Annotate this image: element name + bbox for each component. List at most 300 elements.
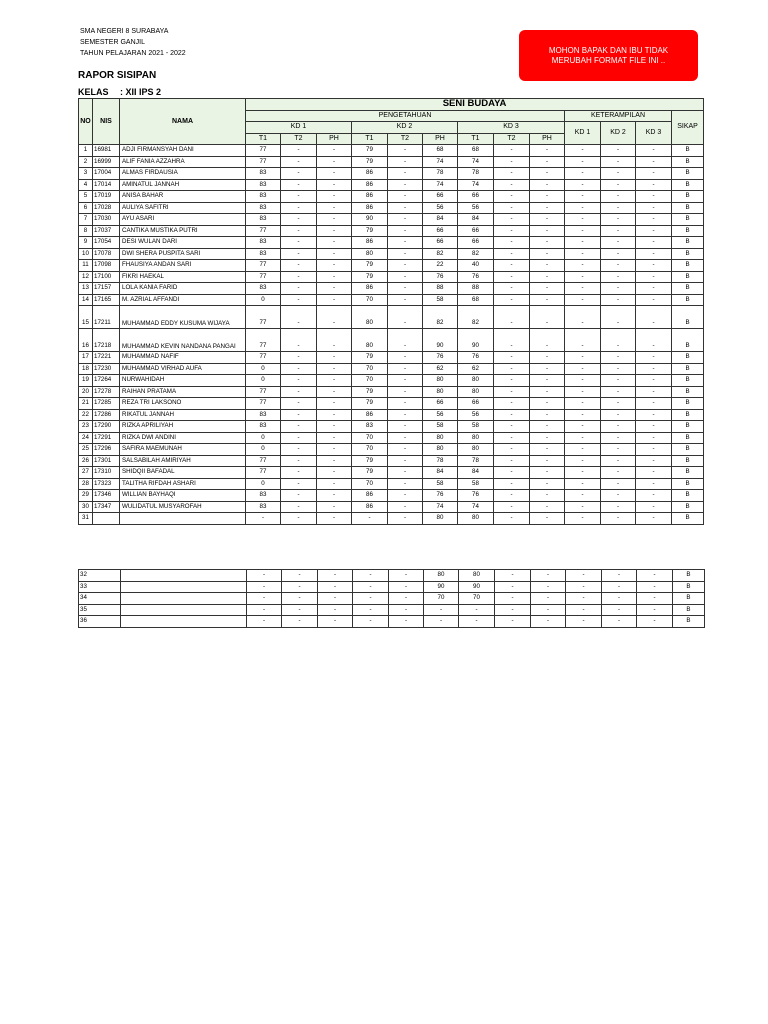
cell-kd3-t2: -	[494, 294, 530, 306]
cell-kd1-ph: -	[318, 570, 353, 582]
cell-no: 20	[79, 386, 93, 398]
cell-no: 13	[79, 283, 93, 295]
cell-ket-kd2: -	[601, 168, 636, 180]
table-row	[79, 237, 704, 249]
cell-kd1-ph: -	[317, 352, 352, 364]
cell-kd3-t1: 80	[459, 570, 495, 582]
cell-nis: 17165	[93, 294, 120, 306]
cell-nama	[121, 604, 247, 616]
cell-kd3-t2: -	[494, 455, 530, 467]
cell-ket-kd1: -	[565, 398, 601, 410]
cell-kd2-ph: 80	[423, 375, 458, 387]
cell-kd2-t1: 79	[352, 156, 388, 168]
cell-kd1-t1: 83	[246, 248, 281, 260]
cell-kd2-t2: -	[388, 237, 423, 249]
cell-kd2-ph: 56	[423, 409, 458, 421]
cell-kd2-t1: 80	[352, 306, 388, 329]
cell-no: 22	[79, 409, 93, 421]
cell-ket-kd1: -	[565, 467, 601, 479]
cell-kd1-t2: -	[281, 248, 317, 260]
cell-sikap: B	[673, 616, 705, 628]
cell-no: 30	[79, 501, 93, 513]
cell-kd2-t2: -	[388, 432, 423, 444]
cell-nis: 17310	[93, 467, 120, 479]
cell-nama: AMINATUL JANNAH	[120, 179, 246, 191]
cell-kd1-t2: -	[281, 455, 317, 467]
cell-ket-kd2: -	[602, 604, 637, 616]
cell-sikap: B	[672, 283, 704, 295]
cell-kd3-ph: -	[530, 260, 565, 272]
cell-sikap: B	[672, 432, 704, 444]
cell-ket-kd2: -	[601, 444, 636, 456]
ket-kd3-header: KD 3	[636, 122, 672, 145]
cell-nama: M. AZRIAL AFFANDI	[120, 294, 246, 306]
cell-kd2-ph: 76	[423, 271, 458, 283]
cell-ket-kd1: -	[565, 248, 601, 260]
cell-kd3-t1: 82	[458, 248, 494, 260]
cell-ket-kd2: -	[601, 455, 636, 467]
cell-sikap: B	[672, 444, 704, 456]
cell-kd1-t2: -	[281, 156, 317, 168]
cell-ket-kd2: -	[601, 283, 636, 295]
keterampilan-header: KETERAMPILAN	[565, 110, 672, 122]
cell-kd2-ph: 76	[423, 352, 458, 364]
cell-kd3-ph: -	[530, 179, 565, 191]
cell-kd1-ph: -	[317, 329, 352, 352]
cell-ket-kd2: -	[601, 398, 636, 410]
cell-kd3-ph: -	[530, 237, 565, 249]
cell-ket-kd1: -	[565, 294, 601, 306]
table-row	[79, 179, 704, 191]
cell-kd1-t1: 77	[246, 386, 281, 398]
cell-ket-kd1: -	[565, 490, 601, 502]
cell-nama: SHIDQII BAFADAL	[120, 467, 246, 479]
cell-kd3-ph: -	[530, 202, 565, 214]
cell-ket-kd1: -	[565, 271, 601, 283]
cell-kd2-ph: 74	[423, 179, 458, 191]
cell-ket-kd1: -	[566, 581, 602, 593]
cell-kd2-t1: 79	[352, 260, 388, 272]
cell-kd1-t1: -	[246, 513, 281, 525]
cell-nis: 17323	[93, 478, 120, 490]
cell-nama: SALSABILAH AMIRIYAH	[120, 455, 246, 467]
cell-kd1-t2: -	[281, 352, 317, 364]
sikap-header: SIKAP	[672, 110, 704, 145]
cell-ket-kd1: -	[565, 168, 601, 180]
cell-ket-kd1: -	[565, 145, 601, 157]
cell-sikap: B	[672, 363, 704, 375]
cell-nama: WILLIAN BAYHAQI	[120, 490, 246, 502]
cell-kd1-t2: -	[281, 329, 317, 352]
cell-ket-kd3: -	[636, 271, 672, 283]
cell-kd1-ph: -	[317, 467, 352, 479]
grades-table-continued	[78, 569, 705, 628]
cell-nama	[121, 570, 247, 582]
cell-nama: SAFIRA MAEMUNAH	[120, 444, 246, 456]
kd2-ph-header: PH	[423, 133, 458, 145]
cell-kd2-ph: 80	[423, 513, 458, 525]
cell-nama: RIZKA APRILIYAH	[120, 421, 246, 433]
cell-kd3-ph: -	[530, 501, 565, 513]
cell-kd3-t1: 78	[458, 168, 494, 180]
cell-ket-kd2: -	[601, 306, 636, 329]
cell-ket-kd1: -	[565, 409, 601, 421]
cell-kd3-t2: -	[494, 202, 530, 214]
table-row	[79, 593, 705, 605]
cell-kd3-t1: 70	[459, 593, 495, 605]
cell-kd3-ph: -	[530, 490, 565, 502]
cell-kd1-t1: 83	[246, 501, 281, 513]
cell-no: 19	[79, 375, 93, 387]
cell-kd2-ph: 58	[423, 294, 458, 306]
cell-kd3-t1: -	[459, 616, 495, 628]
cell-ket-kd1: -	[565, 214, 601, 226]
cell-kd2-t2: -	[388, 409, 423, 421]
cell-no: 12	[79, 271, 93, 283]
cell-kd1-ph: -	[317, 501, 352, 513]
cell-kd3-ph: -	[531, 570, 566, 582]
cell-kd3-t1: 90	[459, 581, 495, 593]
cell-kd3-ph: -	[530, 306, 565, 329]
class-value: : XII IPS 2	[120, 87, 162, 97]
cell-kd3-ph: -	[530, 478, 565, 490]
cell-ket-kd3: -	[636, 248, 672, 260]
cell-sikap: B	[672, 352, 704, 364]
kd2-header: KD 2	[352, 122, 458, 134]
cell-kd1-t2: -	[282, 604, 318, 616]
cell-kd2-ph: 80	[424, 570, 459, 582]
cell-kd1-ph: -	[317, 421, 352, 433]
cell-nama	[121, 581, 247, 593]
cell-kd1-t1: 83	[246, 179, 281, 191]
cell-ket-kd2: -	[601, 352, 636, 364]
cell-ket-kd3: -	[636, 329, 672, 352]
cell-nis: 17291	[93, 432, 120, 444]
table-row	[79, 329, 704, 352]
cell-kd1-t2: -	[281, 432, 317, 444]
cell-kd3-t1: 80	[458, 513, 494, 525]
cell-kd1-t1: 0	[246, 444, 281, 456]
cell-kd3-t2: -	[494, 168, 530, 180]
cell-ket-kd3: -	[636, 179, 672, 191]
cell-ket-kd3: -	[637, 616, 673, 628]
cell-kd3-t1: 74	[458, 501, 494, 513]
cell-kd3-t1: 66	[458, 225, 494, 237]
cell-kd2-ph: 66	[423, 191, 458, 203]
cell-kd1-t1: 77	[246, 225, 281, 237]
cell-nis: 17030	[93, 214, 120, 226]
cell-kd2-ph: 62	[423, 363, 458, 375]
cell-kd3-ph: -	[531, 593, 566, 605]
cell-ket-kd2: -	[601, 179, 636, 191]
cell-sikap: B	[672, 145, 704, 157]
cell-kd1-t1: 83	[246, 214, 281, 226]
cell-kd1-t1: 83	[246, 421, 281, 433]
cell-kd1-ph: -	[317, 294, 352, 306]
cell-kd1-t1: 83	[246, 168, 281, 180]
cell-kd1-t1: 0	[246, 375, 281, 387]
table-row	[79, 375, 704, 387]
cell-sikap: B	[672, 398, 704, 410]
cell-kd2-t1: 79	[352, 145, 388, 157]
cell-kd3-t1: 74	[458, 156, 494, 168]
cell-kd1-t2: -	[281, 179, 317, 191]
cell-sikap: B	[672, 202, 704, 214]
cell-kd2-t1: 70	[352, 444, 388, 456]
table-row	[79, 513, 704, 525]
cell-ket-kd3: -	[636, 444, 672, 456]
cell-nama: MUHAMMAD KEVIN NANDANA PANGAI	[120, 329, 246, 352]
cell-nama: LOLA KANIA FARID	[120, 283, 246, 295]
cell-kd3-ph: -	[530, 225, 565, 237]
cell-kd3-t1: 58	[458, 478, 494, 490]
cell-kd2-t2: -	[388, 156, 423, 168]
cell-kd3-t2: -	[494, 329, 530, 352]
class-line	[78, 87, 162, 97]
cell-kd3-t1: 56	[458, 409, 494, 421]
cell-kd1-t2: -	[281, 225, 317, 237]
cell-kd3-t2: -	[494, 490, 530, 502]
cell-nama: MUHAMMAD NAFIF	[120, 352, 246, 364]
cell-no: 18	[79, 363, 93, 375]
cell-kd3-ph: -	[530, 283, 565, 295]
ket-kd1-header: KD 1	[565, 122, 601, 145]
kd1-ph-header: PH	[317, 133, 352, 145]
cell-kd2-t1: 86	[352, 191, 388, 203]
cell-no: 34	[79, 593, 121, 605]
cell-kd3-ph: -	[530, 214, 565, 226]
school-name: SMA NEGERI 8 SURABAYA	[80, 28, 169, 35]
cell-kd2-t2: -	[388, 421, 423, 433]
cell-kd3-t2: -	[494, 214, 530, 226]
cell-nama	[121, 616, 247, 628]
cell-kd1-t1: 83	[246, 409, 281, 421]
cell-kd2-t1: -	[353, 593, 389, 605]
cell-ket-kd3: -	[636, 455, 672, 467]
cell-kd3-ph: -	[531, 604, 566, 616]
cell-kd2-t2: -	[388, 455, 423, 467]
cell-kd2-t2: -	[388, 329, 423, 352]
cell-kd3-t1: 90	[458, 329, 494, 352]
cell-kd3-ph: -	[530, 444, 565, 456]
cell-sikap: B	[672, 260, 704, 272]
table-row	[79, 581, 705, 593]
table-row	[79, 616, 705, 628]
cell-ket-kd2: -	[601, 294, 636, 306]
cell-kd1-t2: -	[281, 386, 317, 398]
cell-kd1-t1: 0	[246, 294, 281, 306]
cell-ket-kd1: -	[565, 478, 601, 490]
cell-kd1-ph: -	[317, 145, 352, 157]
cell-nis: 17230	[93, 363, 120, 375]
cell-kd1-t2: -	[281, 202, 317, 214]
cell-sikap: B	[672, 271, 704, 283]
cell-kd3-t1: 80	[458, 375, 494, 387]
cell-no: 15	[79, 306, 93, 329]
cell-kd3-t1: 76	[458, 490, 494, 502]
cell-kd2-t1: 80	[352, 329, 388, 352]
report-title: RAPOR SISIPAN	[78, 70, 157, 81]
cell-nama: TALITHA RIFDAH ASHARI	[120, 478, 246, 490]
cell-kd3-t1: 68	[458, 145, 494, 157]
kd1-t2-header: T2	[281, 133, 317, 145]
cell-kd1-ph: -	[317, 363, 352, 375]
cell-kd1-ph: -	[317, 490, 352, 502]
cell-kd2-t1: 79	[352, 398, 388, 410]
cell-kd3-t1: 68	[458, 294, 494, 306]
cell-kd3-t2: -	[495, 593, 531, 605]
cell-kd1-t2: -	[281, 363, 317, 375]
cell-kd1-ph: -	[317, 237, 352, 249]
cell-kd2-t1: -	[353, 570, 389, 582]
grades-table	[78, 98, 704, 525]
cell-nis: 17014	[93, 179, 120, 191]
cell-kd1-t1: 77	[246, 271, 281, 283]
cell-kd1-ph: -	[317, 478, 352, 490]
cell-kd1-t1: 77	[246, 306, 281, 329]
cell-kd2-t1: 70	[352, 432, 388, 444]
cell-kd1-t1: 77	[246, 329, 281, 352]
cell-nis: 17078	[93, 248, 120, 260]
cell-kd1-ph: -	[317, 202, 352, 214]
cell-kd1-ph: -	[317, 455, 352, 467]
cell-nama: WULIDATUL MUSYAROFAH	[120, 501, 246, 513]
cell-kd3-t1: -	[459, 604, 495, 616]
cell-ket-kd1: -	[565, 501, 601, 513]
cell-kd3-ph: -	[530, 168, 565, 180]
cell-no: 32	[79, 570, 121, 582]
cell-ket-kd1: -	[565, 237, 601, 249]
cell-kd1-t1: 83	[246, 237, 281, 249]
table-row	[79, 145, 704, 157]
cell-kd3-t2: -	[494, 156, 530, 168]
cell-kd3-t1: 66	[458, 398, 494, 410]
cell-nis: 17019	[93, 191, 120, 203]
kd3-t1-header: T1	[458, 133, 494, 145]
cell-kd3-ph: -	[530, 432, 565, 444]
cell-kd1-ph: -	[317, 260, 352, 272]
cell-sikap: B	[672, 329, 704, 352]
cell-kd1-t1: -	[247, 616, 282, 628]
cell-sikap: B	[672, 294, 704, 306]
cell-kd3-t2: -	[494, 271, 530, 283]
cell-nama: ALIF FANIA AZZAHRA	[120, 156, 246, 168]
cell-ket-kd3: -	[636, 352, 672, 364]
cell-kd1-t2: -	[282, 570, 318, 582]
table-row	[79, 444, 704, 456]
cell-kd1-t1: 83	[246, 283, 281, 295]
cell-nama: MUHAMMAD EDDY KUSUMA WIJAYA	[120, 306, 246, 329]
table-row	[79, 248, 704, 260]
cell-kd2-t1: 79	[352, 455, 388, 467]
cell-kd2-t1: 83	[352, 421, 388, 433]
cell-kd2-t1: 79	[352, 225, 388, 237]
table-row	[79, 386, 704, 398]
kd1-header: KD 1	[246, 122, 352, 134]
cell-kd1-t2: -	[282, 593, 318, 605]
cell-kd3-ph: -	[531, 616, 566, 628]
cell-kd2-t1: 79	[352, 467, 388, 479]
cell-kd2-t2: -	[389, 593, 424, 605]
cell-sikap: B	[672, 467, 704, 479]
cell-ket-kd2: -	[601, 271, 636, 283]
cell-ket-kd3: -	[637, 604, 673, 616]
cell-ket-kd2: -	[601, 329, 636, 352]
cell-kd3-t1: 66	[458, 191, 494, 203]
cell-sikap: B	[672, 225, 704, 237]
cell-kd2-t2: -	[388, 225, 423, 237]
cell-kd1-ph: -	[318, 604, 353, 616]
kd2-t2-header: T2	[388, 133, 423, 145]
cell-ket-kd2: -	[602, 581, 637, 593]
cell-kd2-ph: 58	[423, 421, 458, 433]
cell-kd2-ph: 74	[423, 156, 458, 168]
cell-ket-kd3: -	[636, 478, 672, 490]
cell-kd3-t2: -	[494, 478, 530, 490]
kd2-t1-header: T1	[352, 133, 388, 145]
cell-kd1-ph: -	[317, 432, 352, 444]
cell-kd2-t1: 86	[352, 202, 388, 214]
cell-kd1-t2: -	[281, 467, 317, 479]
cell-kd2-t1: 80	[352, 248, 388, 260]
cell-kd2-ph: -	[424, 616, 459, 628]
cell-kd1-t1: 77	[246, 156, 281, 168]
cell-sikap: B	[672, 455, 704, 467]
cell-nama: ALMAS FIRDAUSIA	[120, 168, 246, 180]
cell-kd3-ph: -	[530, 329, 565, 352]
cell-kd2-t2: -	[388, 202, 423, 214]
cell-nis: 17100	[93, 271, 120, 283]
cell-kd1-t2: -	[281, 214, 317, 226]
cell-ket-kd2: -	[601, 214, 636, 226]
cell-kd1-ph: -	[317, 225, 352, 237]
cell-ket-kd1: -	[565, 444, 601, 456]
cell-kd2-ph: 66	[423, 398, 458, 410]
cell-sikap: B	[673, 581, 705, 593]
cell-kd1-t1: -	[247, 581, 282, 593]
cell-kd3-t2: -	[494, 248, 530, 260]
cell-kd3-t1: 40	[458, 260, 494, 272]
cell-no: 9	[79, 237, 93, 249]
cell-kd1-t1: 83	[246, 490, 281, 502]
table-row	[79, 478, 704, 490]
table-row	[79, 214, 704, 226]
cell-kd1-t1: 77	[246, 455, 281, 467]
cell-kd3-ph: -	[530, 145, 565, 157]
cell-kd2-t2: -	[388, 513, 423, 525]
cell-kd2-t2: -	[388, 478, 423, 490]
cell-ket-kd2: -	[601, 409, 636, 421]
cell-kd2-t2: -	[388, 467, 423, 479]
cell-kd3-t2: -	[494, 237, 530, 249]
cell-nis: 17286	[93, 409, 120, 421]
table-row	[79, 363, 704, 375]
cell-ket-kd2: -	[601, 145, 636, 157]
cell-kd3-t1: 80	[458, 444, 494, 456]
cell-nis: 17346	[93, 490, 120, 502]
cell-ket-kd3: -	[636, 432, 672, 444]
cell-ket-kd3: -	[636, 214, 672, 226]
cell-ket-kd2: -	[602, 593, 637, 605]
cell-kd3-t2: -	[494, 375, 530, 387]
cell-nis	[93, 513, 120, 525]
cell-ket-kd3: -	[636, 191, 672, 203]
cell-nama: MUHAMMAD VIRHAD AUFA	[120, 363, 246, 375]
cell-no: 21	[79, 398, 93, 410]
cell-nama	[120, 513, 246, 525]
cell-kd2-ph: 80	[423, 386, 458, 398]
cell-sikap: B	[672, 421, 704, 433]
